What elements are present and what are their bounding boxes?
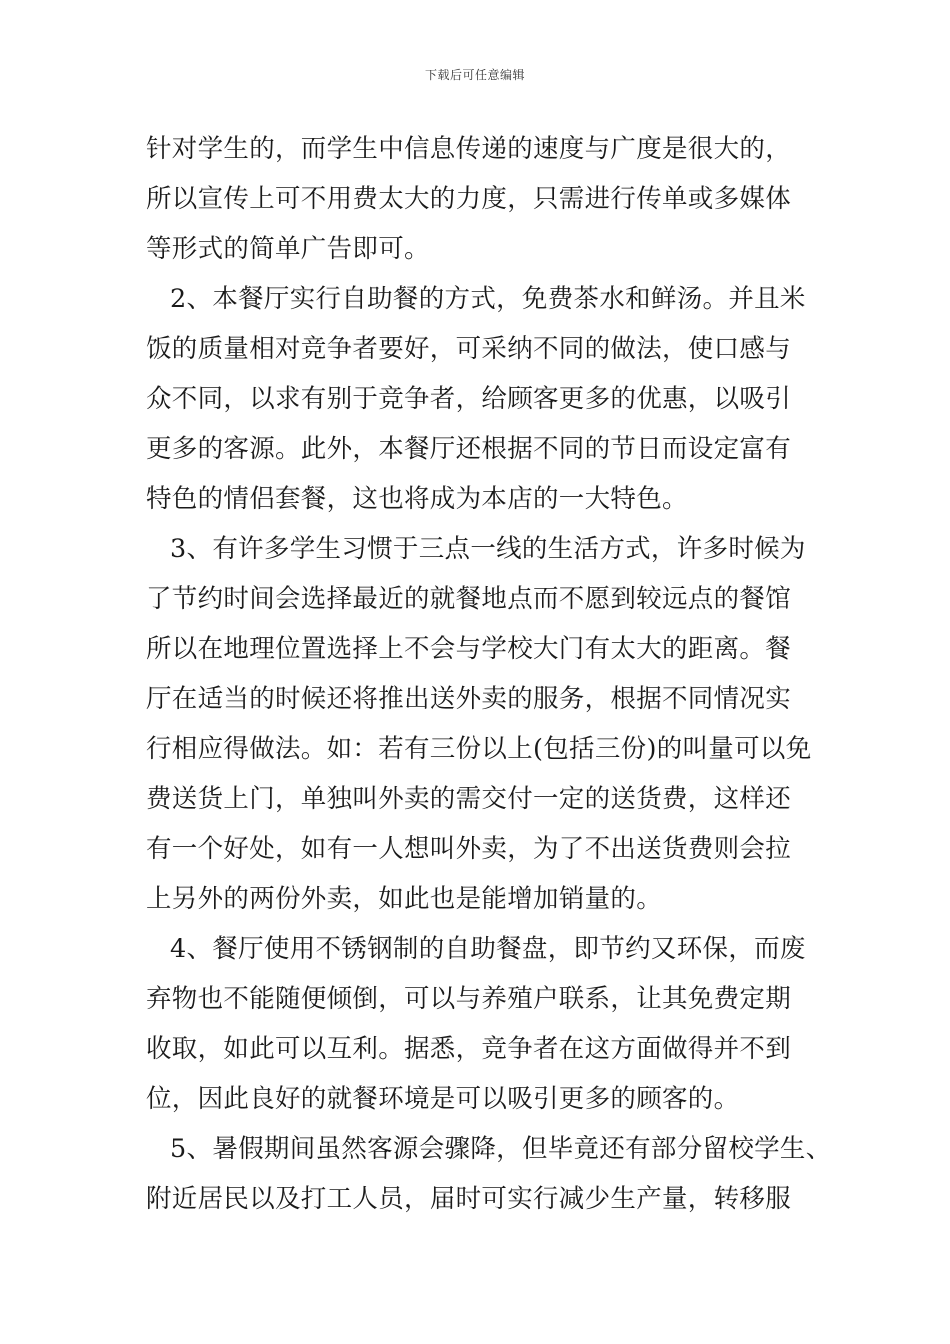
text-line: 收取，如此可以互利。据悉，竞争者在这方面做得并不到 <box>146 1034 792 1064</box>
text-line: 等形式的简单广告即可。 <box>146 234 430 264</box>
text-line: 位，因此良好的就餐环境是可以吸引更多的顾客的。 <box>146 1084 740 1114</box>
page-header: 下载后可任意编辑 <box>424 68 525 82</box>
text-line: 特色的情侣套餐，这也将成为本店的一大特色。 <box>146 484 688 514</box>
paragraph-3-start: 3、有许多学生习惯于三点一线的生活方式，许多时候为 <box>170 534 806 564</box>
text-line: 更多的客源。此外，本餐厅还根据不同的节日而设定富有 <box>146 434 792 464</box>
text-line: 附近居民以及打工人员，届时可实行减少生产量，转移服 <box>146 1184 792 1214</box>
text-line: 行相应得做法。如：若有三份以上(包括三份)的叫量可以免 <box>146 734 812 764</box>
text-line: 所以在地理位置选择上不会与学校大门有太大的距离。餐 <box>146 634 792 664</box>
paragraph-2-start: 2、本餐厅实行自助餐的方式，免费茶水和鲜汤。并且米 <box>170 284 806 314</box>
document-body <box>146 124 832 1224</box>
text-line: 厅在适当的时候还将推出送外卖的服务，根据不同情况实 <box>146 684 792 714</box>
paragraph-4-start: 4、餐厅使用不锈钢制的自助餐盘，即节约又环保，而废 <box>170 934 806 964</box>
text-line: 上另外的两份外卖，如此也是能增加销量的。 <box>146 884 663 914</box>
text-line: 费送货上门，单独叫外卖的需交付一定的送货费，这样还 <box>146 784 792 814</box>
text-line: 针对学生的，而学生中信息传递的速度与广度是很大的， <box>146 134 792 164</box>
text-line: 了节约时间会选择最近的就餐地点而不愿到较远点的餐馆 <box>146 584 792 614</box>
text-line: 有一个好处，如有一人想叫外卖，为了不出送货费则会拉 <box>146 834 792 864</box>
text-line: 所以宣传上可不用费太大的力度，只需进行传单或多媒体 <box>146 184 792 214</box>
text-line: 弃物也不能随便倾倒，可以与养殖户联系，让其免费定期 <box>146 984 792 1014</box>
paragraph-5-start: 5、暑假期间虽然客源会骤降，但毕竟还有部分留校学生、 <box>170 1134 832 1164</box>
text-line: 饭的质量相对竞争者要好，可采纳不同的做法，使口感与 <box>146 334 792 364</box>
text-line: 众不同，以求有别于竞争者，给顾客更多的优惠，以吸引 <box>146 384 792 414</box>
